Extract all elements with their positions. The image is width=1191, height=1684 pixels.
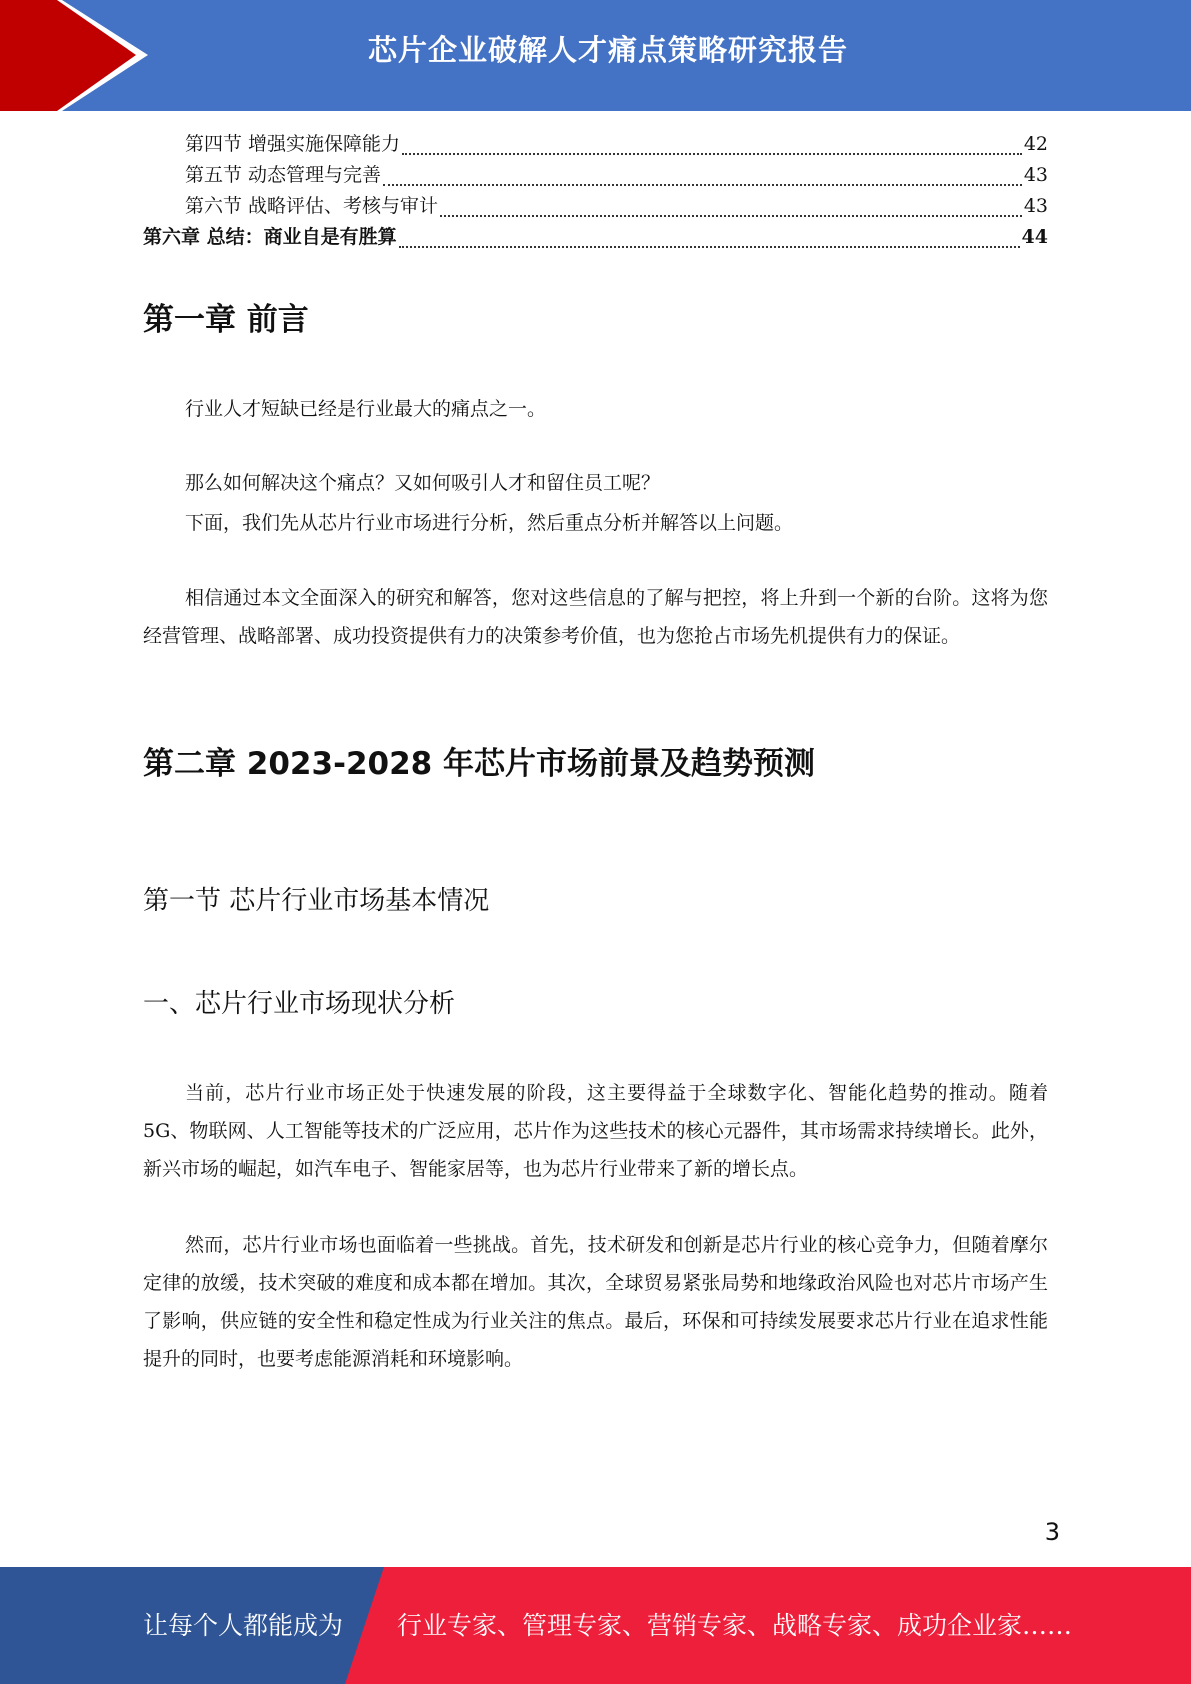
- paragraph: 那么如何解决这个痛点？又如何吸引人才和留住员工呢？: [185, 472, 661, 494]
- toc-leader-dots: [383, 176, 1022, 186]
- page-header: [0, 0, 1191, 111]
- toc-entry[interactable]: [143, 160, 1048, 191]
- section-heading: 第一节 芯片行业市场基本情况: [143, 886, 490, 916]
- paragraph: 行业人才短缺已经是行业最大的痛点之一。: [185, 398, 547, 420]
- paragraph: 下面，我们先从芯片行业市场进行分析，然后重点分析并解答以上问题。: [185, 512, 794, 534]
- toc-leader-dots: [399, 238, 1020, 248]
- subsection-heading: 一、芯片行业市场现状分析: [143, 989, 456, 1019]
- toc-entry-page: 43: [1023, 164, 1048, 186]
- report-title: 芯片企业破解人才痛点策略研究报告: [367, 33, 848, 67]
- toc-entry[interactable]: [143, 129, 1048, 160]
- paragraph: 相信通过本文全面深入的研究和解答，您对这些信息的了解与把控，将上升到一个新的台阶。这将为您经营管理、战略部署、成功投资提供有力的决策参考价值，也为您抢占市场先机提供有力的保证。: [143, 587, 1048, 647]
- toc-entry-title: 第四节 增强实施保障能力: [185, 133, 401, 155]
- toc-entry-chapter[interactable]: [143, 222, 1048, 253]
- table-of-contents: [143, 129, 1048, 253]
- footer-slogan-right: 行业专家、管理专家、营销专家、战略专家、成功企业家……: [397, 1611, 1073, 1640]
- toc-entry-title: 第五节 动态管理与完善: [185, 164, 382, 186]
- toc-entry[interactable]: [143, 191, 1048, 222]
- paragraph: 当前，芯片行业市场正处于快速发展的阶段，这主要得益于全球数字化、智能化趋势的推动。随着 5G、物联网、人工智能等技术的广泛应用，芯片作为这些技术的核心元器件，其市场需求持续增长。此外，新兴市场的崛起，如汽车电子、智能家居等，也为芯片行业带来了新的增长点。: [143, 1082, 1048, 1180]
- paragraph: 然而，芯片行业市场也面临着一些挑战。首先，技术研发和创新是芯片行业的核心竞争力，但随着摩尔定律的放缓，技术突破的难度和成本都在增加。其次，全球贸易紧张局势和地缘政治风险也对芯片市场产生了影响，供应链的安全性和稳定性成为行业关注的焦点。最后，环保和可持续发展要求芯片行业在追求性能提升的同时，也要考虑能源消耗和环境影响。: [143, 1234, 1048, 1370]
- toc-entry-page: 42: [1023, 133, 1048, 155]
- chapter-2-heading: 第二章 2023-2028 年芯片市场前景及趋势预测: [143, 746, 816, 782]
- page-footer: [0, 1567, 1191, 1684]
- toc-entry-title: 第六章 总结：商业自是有胜算: [143, 226, 397, 248]
- chapter-1-heading: 第一章 前言: [143, 302, 309, 338]
- toc-entry-page: 43: [1023, 195, 1048, 217]
- page-number: 3: [1044, 1518, 1060, 1546]
- toc-leader-dots: [402, 145, 1022, 155]
- toc-entry-page: 44: [1021, 226, 1048, 248]
- footer-slogan-left: 让每个人都能成为: [143, 1611, 344, 1640]
- toc-entry-title: 第六节 战略评估、考核与审计: [185, 195, 439, 217]
- toc-leader-dots: [440, 207, 1022, 217]
